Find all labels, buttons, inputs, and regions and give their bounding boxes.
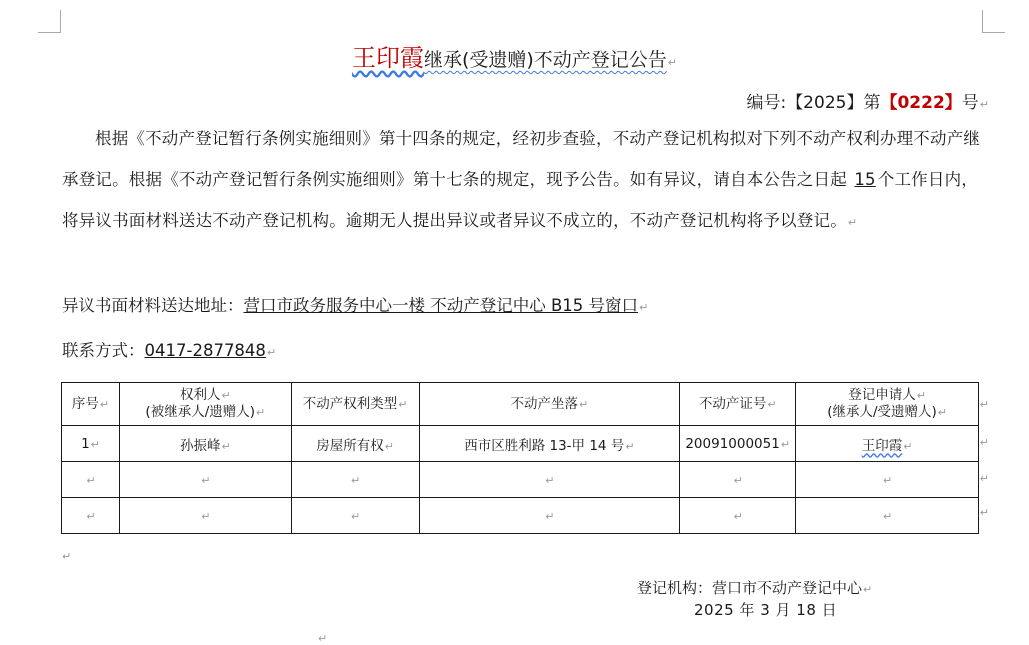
cell-location: 西市区胜利路 13-甲 14 号↵ (419, 426, 680, 462)
row-end-mark-icon: ↵ (979, 506, 989, 519)
cell-applicant: 王印霞↵ (796, 426, 979, 462)
title-person-name: 王印霞 (351, 44, 424, 72)
registration-org: 登记机构：营口市不动产登记中心 (637, 579, 863, 597)
notice-title (0, 38, 1029, 73)
empty-cell: ↵ (119, 462, 291, 498)
notice-date: 2025 年 3 月 18 日 (694, 601, 838, 619)
notice-body (62, 118, 984, 243)
signature-block (637, 578, 872, 621)
empty-cell: ↵ (796, 462, 979, 498)
table-header-row (62, 383, 979, 426)
address-value: 营口市政务服务中心一楼 不动产登记中心 B15 号窗口 (243, 296, 639, 315)
address-label: 异议书面材料送达地址： (62, 296, 244, 315)
title-text: 继承(受遗赠)不动产登记公告 (423, 49, 667, 71)
header-applicant: 登记申请人↵ (继承人/受遗赠人)↵ (796, 383, 979, 426)
docno-suffix: 号 (961, 93, 979, 113)
header-location: 不动产坐落↵ (419, 383, 680, 426)
paragraph-mark-icon: ↵ (979, 98, 989, 111)
objection-address (62, 292, 648, 316)
empty-cell: ↵ (419, 462, 680, 498)
docno-prefix: 编号: (746, 93, 787, 113)
paragraph-mark-icon: ↵ (639, 301, 649, 314)
cell-holder: 孙振峰↵ (119, 426, 291, 462)
empty-cell: ↵ (62, 462, 120, 498)
cell-right-type: 房屋所有权↵ (291, 426, 419, 462)
paragraph-mark-icon: ↵ (847, 216, 858, 229)
header-cert-number: 不动产证号↵ (680, 383, 796, 426)
docno-year: 【2025】 (786, 93, 864, 113)
header-holder: 权利人↵ (被继承人/遗赠人)↵ (119, 383, 291, 426)
contact-phone: 0417-2877848 (144, 341, 266, 360)
docno-di: 第 (863, 93, 881, 113)
contact-info (62, 337, 276, 361)
contact-label: 联系方式： (62, 341, 145, 360)
empty-cell: ↵ (419, 498, 680, 534)
registration-table (61, 382, 979, 534)
docno-number: 【0222】 (880, 93, 962, 113)
body-text-part2: 个工作日内，将异议书面材料送达不动产登记机构。逾期无人提出异议或者异议不成立的，不动产登记机构将予以登记。 (62, 170, 978, 230)
cell-cert-number: 20091000051↵ (680, 426, 796, 462)
table-row (62, 426, 979, 462)
empty-cell: ↵ (796, 498, 979, 534)
empty-cell: ↵ (680, 498, 796, 534)
header-right-type: 不动产权利类型↵ (291, 383, 419, 426)
empty-cell: ↵ (291, 498, 419, 534)
paragraph-mark-icon: ↵ (266, 346, 277, 359)
paragraph-mark-icon: ↵ (318, 632, 328, 645)
paragraph-mark-icon: ↵ (863, 583, 873, 596)
row-end-mark-icon: ↵ (979, 436, 989, 449)
cell-seq: 1↵ (62, 426, 120, 462)
row-end-mark-icon: ↵ (979, 398, 989, 411)
empty-cell: ↵ (62, 498, 120, 534)
row-end-mark-icon: ↵ (979, 472, 989, 485)
empty-cell: ↵ (119, 498, 291, 534)
table-row-empty (62, 498, 979, 534)
crop-mark-top-right (982, 10, 1005, 33)
crop-mark-top-left (38, 10, 61, 33)
objection-days: 15 (854, 170, 876, 189)
empty-cell: ↵ (680, 462, 796, 498)
paragraph-mark-icon: ↵ (62, 550, 72, 563)
body-text-part1: 根据《不动产登记暂行条例实施细则》第十四条的规定，经初步查验，不动产登记机构拟对下列不动产权利办理不动产继承登记。根据《不动产登记暂行条例实施细则》第十七条的规定，现予公告。如有异议，请自本公告之日起 (62, 129, 981, 189)
empty-cell: ↵ (291, 462, 419, 498)
paragraph-mark-icon: ↵ (667, 56, 678, 69)
table-row-empty (62, 462, 979, 498)
document-number (746, 88, 989, 113)
header-seq: 序号↵ (62, 383, 120, 426)
